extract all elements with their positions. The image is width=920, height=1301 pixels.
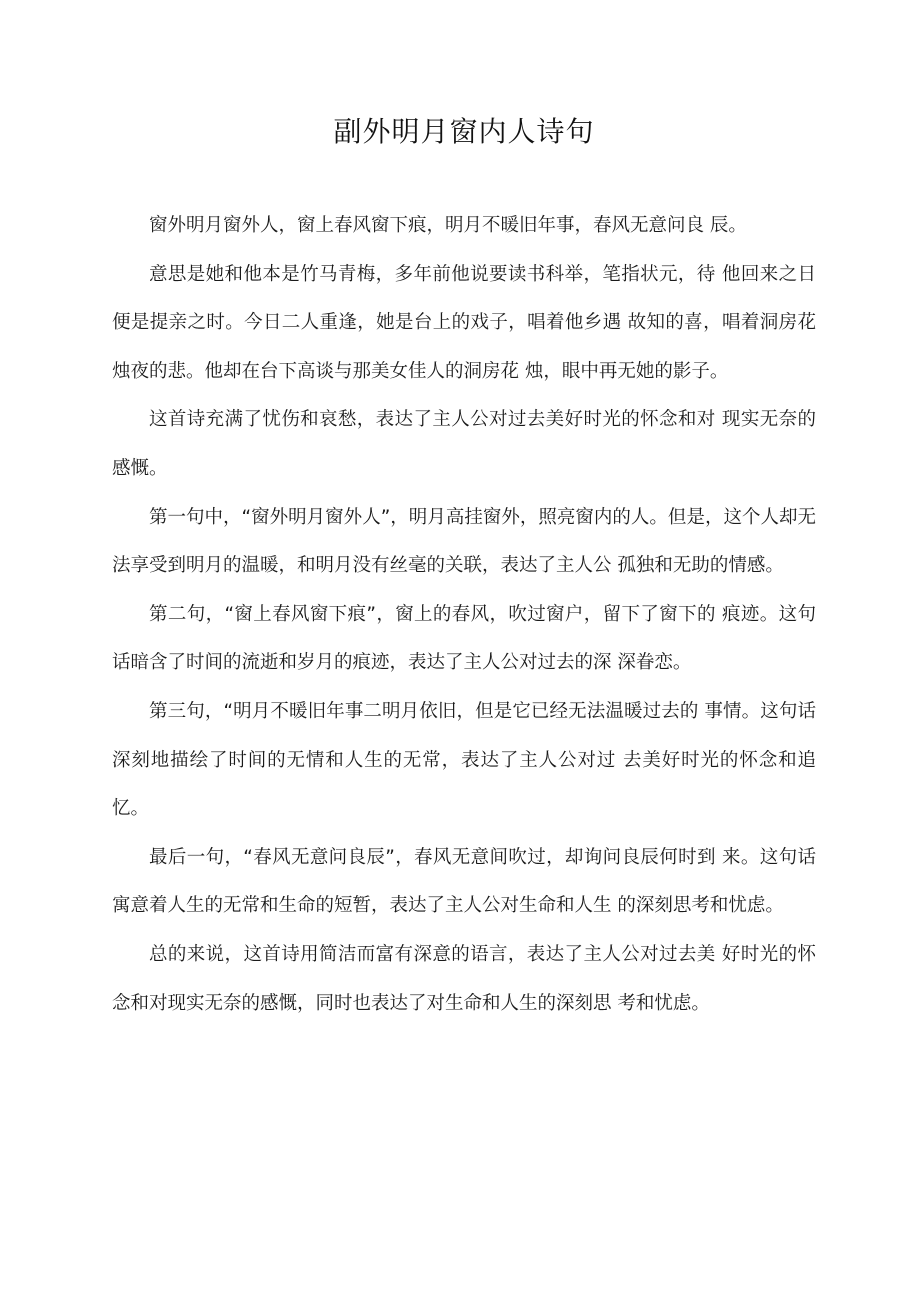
paragraph-2: 意思是她和他本是竹马青梅，多年前他说要读书科举，笔指状元，待 他回来之日便是提亲之时。今日二人重逢，她是台上的戏子，唱着他乡遇 故知的喜，唱着洞房花烛夜的悲。他却在台下高谈与那美女佳人的洞房花 烛，眼中再无她的影子。 [112, 263, 816, 382]
paragraph-7: 最后一句，“春风无意问良辰”，春风无意间吹过，却询问良辰何时到 来。这句话寓意着人生的无常和生命的短暂，表达了主人公对生命和人生 的深刻思考和忧虑。 [112, 846, 816, 917]
paragraph-3: 这首诗充满了忧伤和哀愁，表达了主人公对过去美好时光的怀念和对 现实无奈的感慨。 [112, 409, 816, 479]
paragraph-1: 窗外明月窗外人，窗上春风窗下痕，明月不暖旧年事，春风无意问良 辰。 [149, 215, 747, 236]
paragraph-6: 第三句，“明月不暖旧年事二明月依旧，但是它已经无法温暖过去的 事情。这句话深刻地描绘了时间的无情和人生的无常，表达了主人公对过 去美好时光的怀念和追忆。 [112, 700, 816, 820]
document-body [112, 202, 816, 1028]
paragraph-4: 第一句中，“窗外明月窗外人”，明月高挂窗外，照亮窗内的人。但是，这个人却无法享受到明月的温暖，和明月没有丝毫的关联，表达了主人公 孤独和无助的情感。 [112, 506, 816, 577]
document-title: 副外明月窗内人诗句 [333, 115, 595, 148]
paragraph-8: 总的来说，这首诗用简洁而富有深意的语言，表达了主人公对过去美 好时光的怀念和对现实无奈的感慨，同时也表达了对生命和人生的深刻思 考和忧虑。 [112, 943, 816, 1014]
paragraph-5: 第二句，“窗上春风窗下痕”，窗上的春风，吹过窗户，留下了窗下的 痕迹。这句话暗含了时间的流逝和岁月的痕迹，表达了主人公对过去的深 深眷恋。 [112, 603, 816, 674]
